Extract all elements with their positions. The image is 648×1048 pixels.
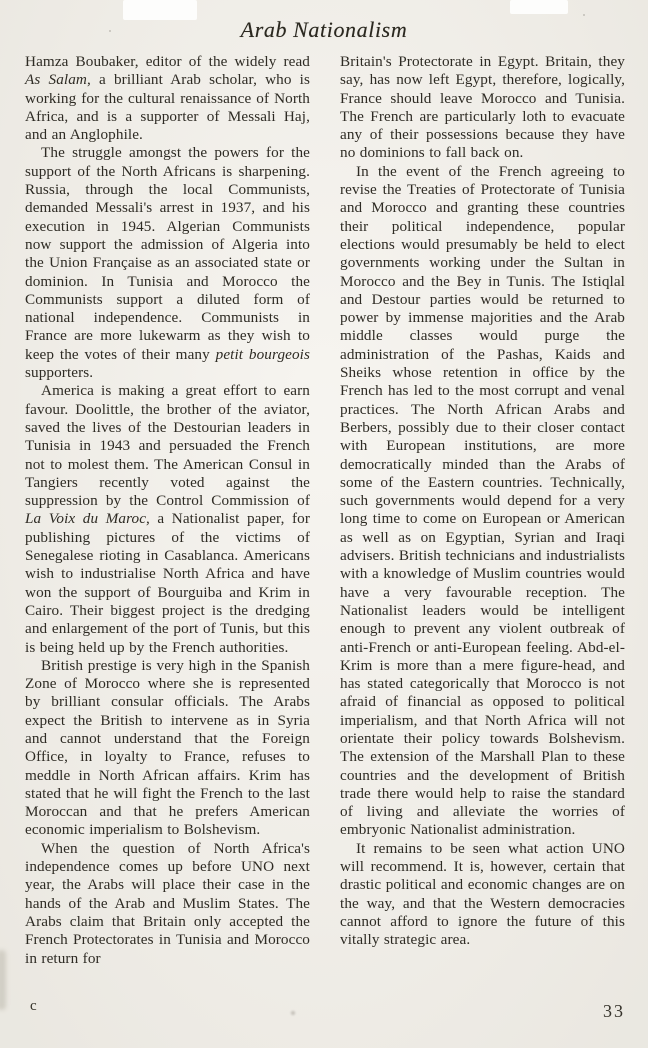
body-text: supporters. [25,364,94,382]
left-column [25,53,310,968]
page-title: Arab Nationalism [240,17,408,42]
scan-artifact [510,0,568,14]
page-number: 33 [603,1001,625,1021]
italic-text: La Voix du Maroc [25,510,147,528]
body-text: British prestige is very high in the Spanish Zone of Morocco where she is represented by brilliant consular officials. The Arabs expect the British to intervene as in Syria and cannot understand that the Foreign Office, in loyalty to France, refuses to meddle in North African affairs. Krim has stated that he will fight the French to the last Moroccan and that he prefers American economic imperialism to Bolshevism. [25,656,310,839]
paragraph [25,382,310,656]
paragraph [25,144,310,382]
paragraph [25,53,310,144]
paragraph [340,53,625,163]
text-columns [25,53,625,968]
body-text: , a brilliant Arab scholar, who is working for the cultural renaissance of North Africa, and is a supporter of Messali Haj, and an Anglophile. [25,71,310,144]
body-text: America is making a great effort to earn favour. Doolittle, the brother of the aviator, saved the lives of the Destourian leaders in Tunisia in 1943 and persuaded the French not to molest them. The American Consul in Tangiers recently voted against the suppression by the Control Commission of [25,382,310,510]
body-text: Hamza Boubaker, editor of the widely read [25,53,310,70]
paragraph [25,840,310,968]
scan-smudge [0,950,6,1010]
paragraph [340,163,625,840]
body-text: When the question of North Africa's independence comes up before UNO next year, the Arabs will place their case in the hands of the Arab and Muslim States. The Arabs claim that Britain only accepted the French Protectorates in Tunisia and Morocco in return for [25,839,310,967]
italic-text: petit bourgeois [215,345,311,363]
right-column [340,53,625,968]
scan-speck [583,14,585,16]
body-text: In the event of the French agreeing to revise the Treaties of Protectorate of Tunisia and Morocco and granting these countries their political independence, popular elections would presumably be held to elect governments working under the Sultan in Morocco and the Bey in Tunis. The Istiqlal and Destour parties would be returned to power by immense majorities and the Arab middle classes would purge the administration of the Pashas, Kaids and Sheiks whose retention in office by the French has led to the most corrupt and venal practices. The North African Arabs and Berbers, possibly due to their closer contact with European institutions, are more democratically minded than the Arabs of some of the Eastern countries. Technically, such governments would depend for a very long time to come on European or American as well as on Egyptian, Syrian and Iraqi advisers. British technicians and industrialists with a knowledge of Muslim countries would have a very favourable reception. The Nationalist leaders would be intelligent enough to prevent any violent outbreak of anti-French or anti-European feeling. Abd-el-Krim is more than a mere figure-head, and has stated categorically that Morocco is not afraid of financial as opposed to political imperialism, and that North Africa will not orientate their policy towards Bolshevism. The extension of the Marshall Plan to these countries and the development of British trade there would help to raise the standard of living and alleviate the worries of embryonic Nationalist administration. [340,162,625,839]
body-text: The struggle amongst the powers for the support of the North Africans is sharpening. Russia, through the local Communists, demanded Messali's arrest in 1937, and his execution in 1945. Algerian Communists now support the admission of Algeria into the Union Française as an associated state or dominion. In Tunisia and Morocco the Communists support a diluted form of national independence. Communists in France are more lukewarm as they wish to keep the votes of their many [25,144,310,363]
scan-speck [291,1011,295,1015]
paragraph [340,840,625,950]
body-text: It remains to be seen what action UNO will recommend. It is, however, certain that drastic political and economic changes are on the way, and that the Western democracies cannot afford to ignore the future of this vitally strategic area. [340,839,625,949]
italic-text: As Salam [25,71,87,89]
body-text: , a Nationalist paper, for publishing pictures of the victims of Senegalese rioting in Casablanca. Americans wish to industrialise North Africa and have won the support of Bourguiba and Krim in Cairo. Their biggest project is the dredging and enlargement of the port of Tunis, but this is being held up by the French authorities. [25,510,310,656]
body-text: Britain's Protectorate in Egypt. Britain, they say, has now left Egypt, therefore, logically, France should leave Morocco and Tunisia. The French are particularly loth to evacuate any of their possessions because they have no dominions to fall back on. [340,53,625,162]
paragraph [25,657,310,840]
signature-mark: c [30,998,37,1014]
